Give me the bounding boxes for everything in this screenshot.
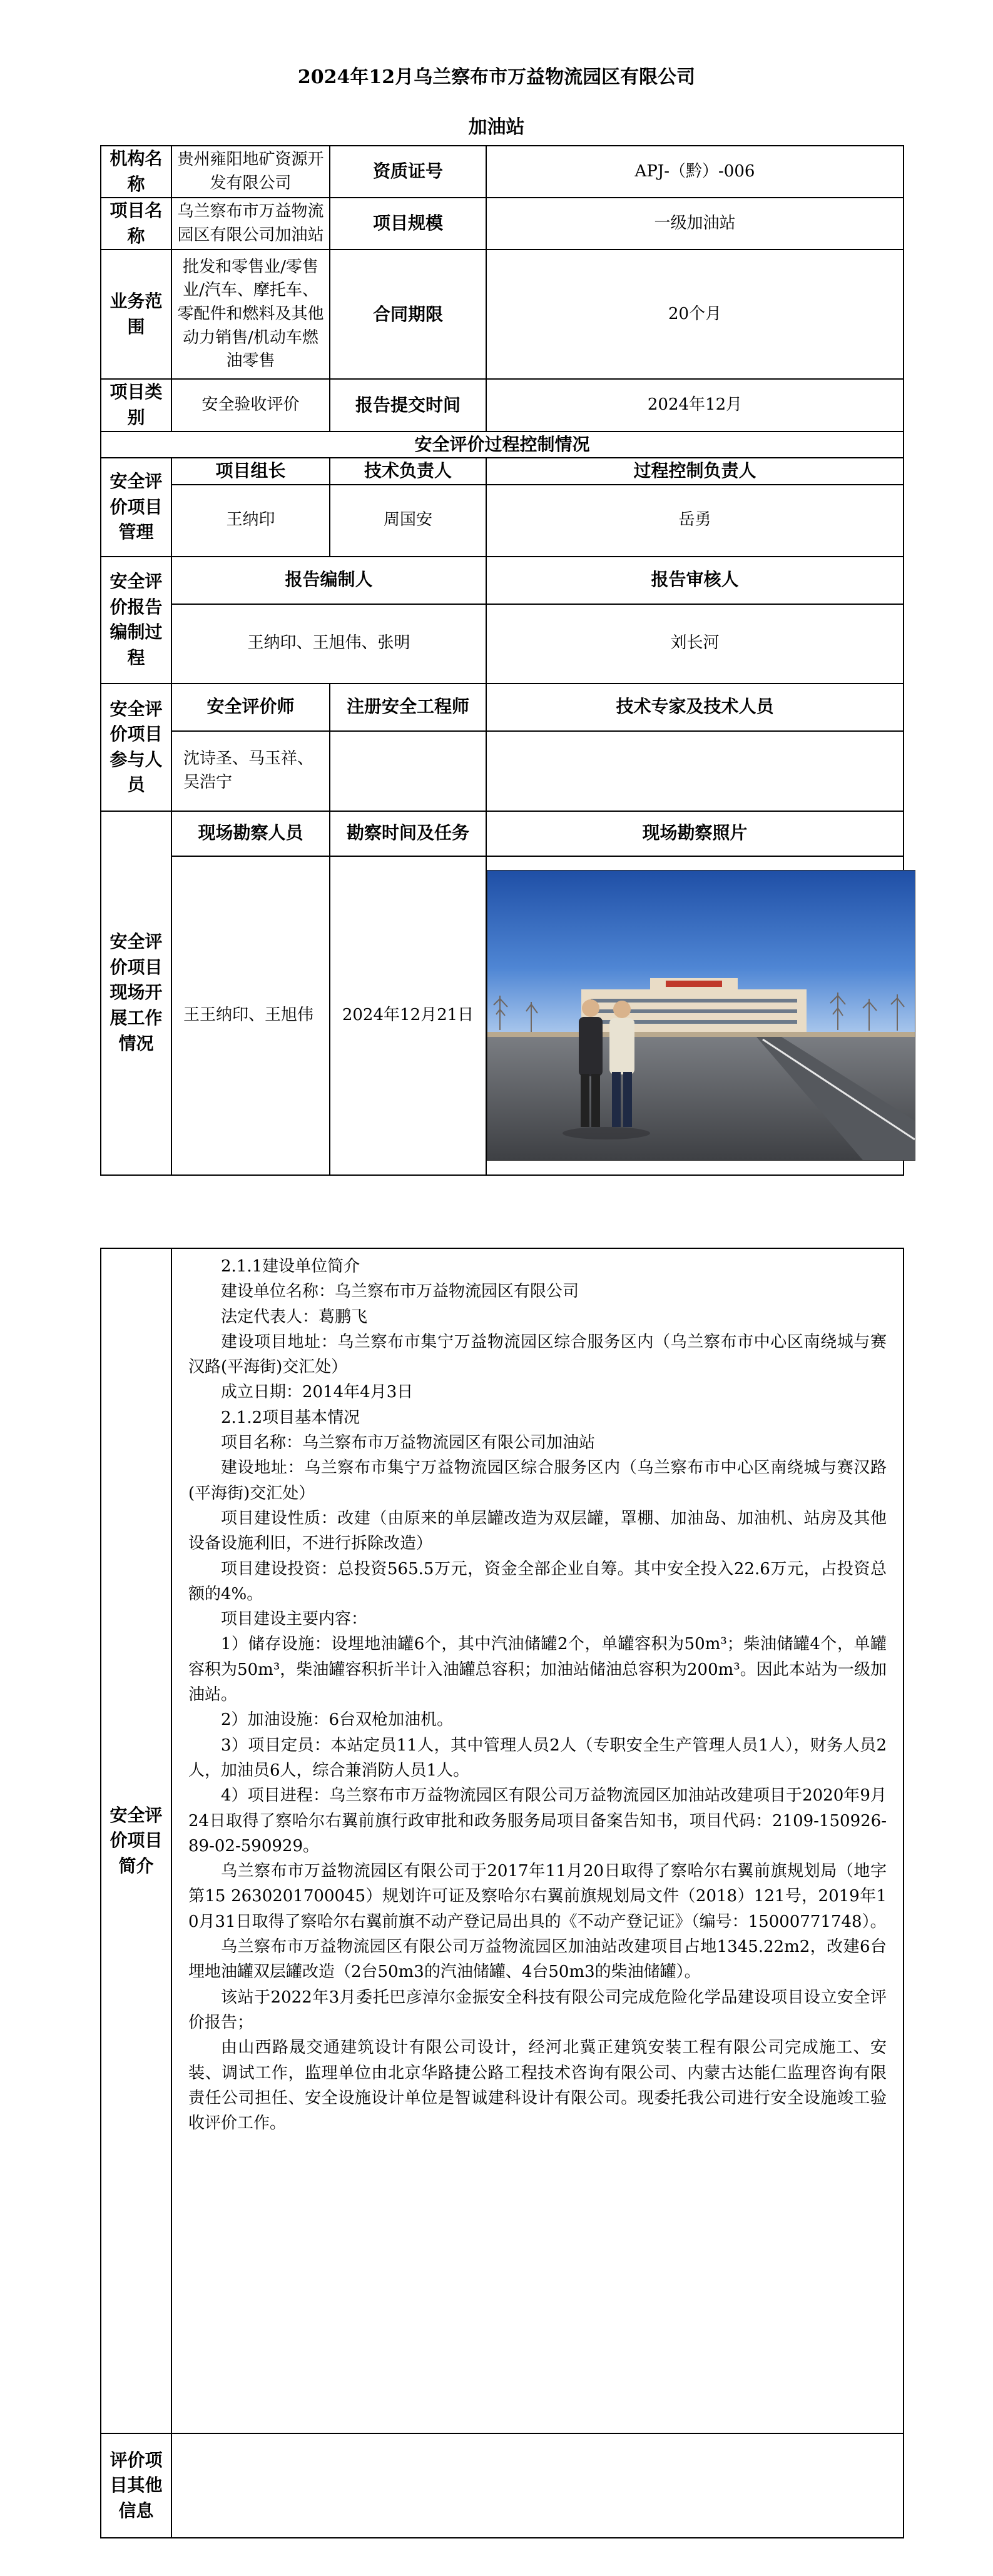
intro-paragraph: 项目建设投资：总投资565.5万元，资金全部企业自筹。其中安全投入22.6万元，占投资总额的4%。 <box>188 1559 887 1604</box>
project-value: 乌兰察布市万益物流园区有限公司加油站 <box>171 198 330 250</box>
intro-paragraph: 2.1.2项目基本情况 <box>221 1408 360 1427</box>
leader-header: 项目组长 <box>171 458 330 485</box>
intro-paragraph: 项目建设主要内容： <box>221 1610 368 1629</box>
intro-paragraph: 建设地址：乌兰察布市集宁万益物流园区综合服务区内（乌兰察布市中心区南绕城与赛汉路(平海街)交汇处） <box>188 1458 887 1503</box>
time-value: 2024年12月21日 <box>330 856 486 1175</box>
time-header: 勘察时间及任务 <box>330 811 486 856</box>
writer-value: 王纳印、王旭伟、张明 <box>171 604 486 684</box>
tech-header: 技术负责人 <box>330 458 486 485</box>
intro-paragraph: 2）加油设施：6台双枪加油机。 <box>221 1710 454 1730</box>
leader-value: 王纳印 <box>171 485 330 557</box>
cert-label: 资质证号 <box>330 146 486 198</box>
intro-paragraph: 项目名称：乌兰察布市万益物流园区有限公司加油站 <box>221 1433 596 1453</box>
evaluation-info-table <box>100 145 904 1176</box>
other-info-label: 评价项目其他信息 <box>101 2433 171 2538</box>
intro-paragraph: 乌兰察布市万益物流园区有限公司于2017年11月20日取得了察哈尔右翼前旗规划局（地字第15 2630201700045）规划许可证及察哈尔右翼前旗规划局文件（2018）121号，2019年10月31日取得了察哈尔右翼前旗不动产登记局出具的《不动产登记证》（编号：15000771748）。 <box>188 1862 887 1931</box>
org-label: 机构名称 <box>101 146 171 198</box>
site-work-label: 安全评价项目现场开展工作情况 <box>101 811 171 1175</box>
process-value: 岳勇 <box>486 485 904 557</box>
intro-paragraph: 建设项目地址：乌兰察布市集宁万益物流园区综合服务区内（乌兰察布市中心区南绕城与赛汉路(平海街)交汇处） <box>188 1332 887 1377</box>
other-info-value <box>171 2433 904 2538</box>
reviewer-value: 刘长河 <box>486 604 904 684</box>
evaluator-header: 安全评价师 <box>171 684 330 731</box>
submit-label: 报告提交时间 <box>330 379 486 431</box>
site-title: 加油站 <box>468 116 525 138</box>
survey-header: 现场勘察人员 <box>171 811 330 856</box>
intro-paragraph: 成立日期：2014年4月3日 <box>221 1383 414 1402</box>
mgmt-label: 安全评价项目管理 <box>101 458 171 557</box>
intro-label: 安全评价项目简介 <box>101 1248 171 2433</box>
intro-paragraph: 法定代表人：葛鹏飞 <box>221 1307 368 1326</box>
evaluator-value: 沈诗圣、马玉祥、吴浩宁 <box>171 731 330 811</box>
submit-value: 2024年12月 <box>486 379 904 431</box>
engineer-header: 注册安全工程师 <box>330 684 486 731</box>
people-label: 安全评价项目参与人员 <box>101 684 171 811</box>
scale-label: 项目规模 <box>330 198 486 250</box>
intro-paragraph: 建设单位名称：乌兰察布市万益物流园区有限公司 <box>221 1282 579 1301</box>
period-label: 合同期限 <box>330 250 486 379</box>
tech-value: 周国安 <box>330 485 486 557</box>
expert-header: 技术专家及技术人员 <box>486 684 904 731</box>
expert-value <box>486 731 904 811</box>
project-label: 项目名称 <box>101 198 171 250</box>
intro-paragraph: 项目建设性质：改建（由原来的单层罐改造为双层罐，罩棚、加油岛、加油机、站房及其他设备设施利旧，不进行拆除改造） <box>188 1508 887 1553</box>
intro-paragraph: 2.1.1建设单位简介 <box>221 1257 360 1276</box>
scope-label: 业务范围 <box>101 250 171 379</box>
scope-value: 批发和零售业/零售业/汽车、摩托车、零配件和燃料及其他动力销售/机动车燃油零售 <box>171 250 330 379</box>
survey-value: 王王纳印、王旭伟 <box>171 856 330 1175</box>
period-value: 20个月 <box>486 250 904 379</box>
engineer-value <box>330 731 486 811</box>
control-heading: 安全评价过程控制情况 <box>101 432 904 458</box>
report-label: 安全评价报告编制过程 <box>101 557 171 684</box>
org-value: 贵州雍阳地矿资源开发有限公司 <box>171 146 330 198</box>
intro-paragraph: 4）项目进程：乌兰察布市万益物流园区有限公司万益物流园区加油站改建项目于2020年9月24日取得了察哈尔右翼前旗行政审批和政务服务局项目备案告知书，项目代码：2109-150926-89-02-590929。 <box>188 1786 887 1856</box>
intro-content <box>171 1248 904 2433</box>
intro-paragraph: 1）储存设施：设埋地油罐6个，其中汽油储罐2个，单罐容积为50m³；柴油储罐4个，单罐容积为50m³，柴油罐容积折半计入油罐总容积；加油站储油总容积为200m³。因此本站为一级加油站。 <box>188 1635 887 1705</box>
type-label: 项目类别 <box>101 379 171 431</box>
intro-paragraph: 3）项目定员：本站定员11人，其中管理人员2人（专职安全生产管理人员1人），财务人员2人，加油员6人，综合兼消防人员1人。 <box>188 1735 887 1780</box>
photo-header: 现场勘察照片 <box>486 811 904 856</box>
document-title: 2024年12月乌兰察布市万益物流园区有限公司 <box>297 66 696 88</box>
writer-header: 报告编制人 <box>171 557 486 604</box>
type-value: 安全验收评价 <box>171 379 330 431</box>
intro-paragraph: 乌兰察布市万益物流园区有限公司万益物流园区加油站改建项目占地1345.22m2，改建6台埋地油罐双层罐改造（2台50m3的汽油储罐、4台50m3的柴油储罐）。 <box>188 1937 887 1982</box>
photo-cell <box>486 856 904 1175</box>
site-survey-photo <box>487 870 915 1161</box>
intro-paragraph: 由山西路晟交通建筑设计有限公司设计，经河北冀正建筑安装工程有限公司完成施工、安装、调试工作，监理单位由北京华路捷公路工程技术咨询有限公司、内蒙古达能仁监理咨询有限责任公司担任、安全设施设计单位是智诚建科设计有限公司。现委托我公司进行安全设施竣工验收评价工作。 <box>188 2038 887 2133</box>
scale-value: 一级加油站 <box>486 198 904 250</box>
project-intro-table <box>100 1248 904 2538</box>
intro-paragraph: 该站于2022年3月委托巴彦淖尔金振安全科技有限公司完成危险化学品建设项目设立安全评价报告； <box>188 1988 887 2032</box>
reviewer-header: 报告审核人 <box>486 557 904 604</box>
process-header: 过程控制负责人 <box>486 458 904 485</box>
cert-value: APJ-（黔）-006 <box>486 146 904 198</box>
